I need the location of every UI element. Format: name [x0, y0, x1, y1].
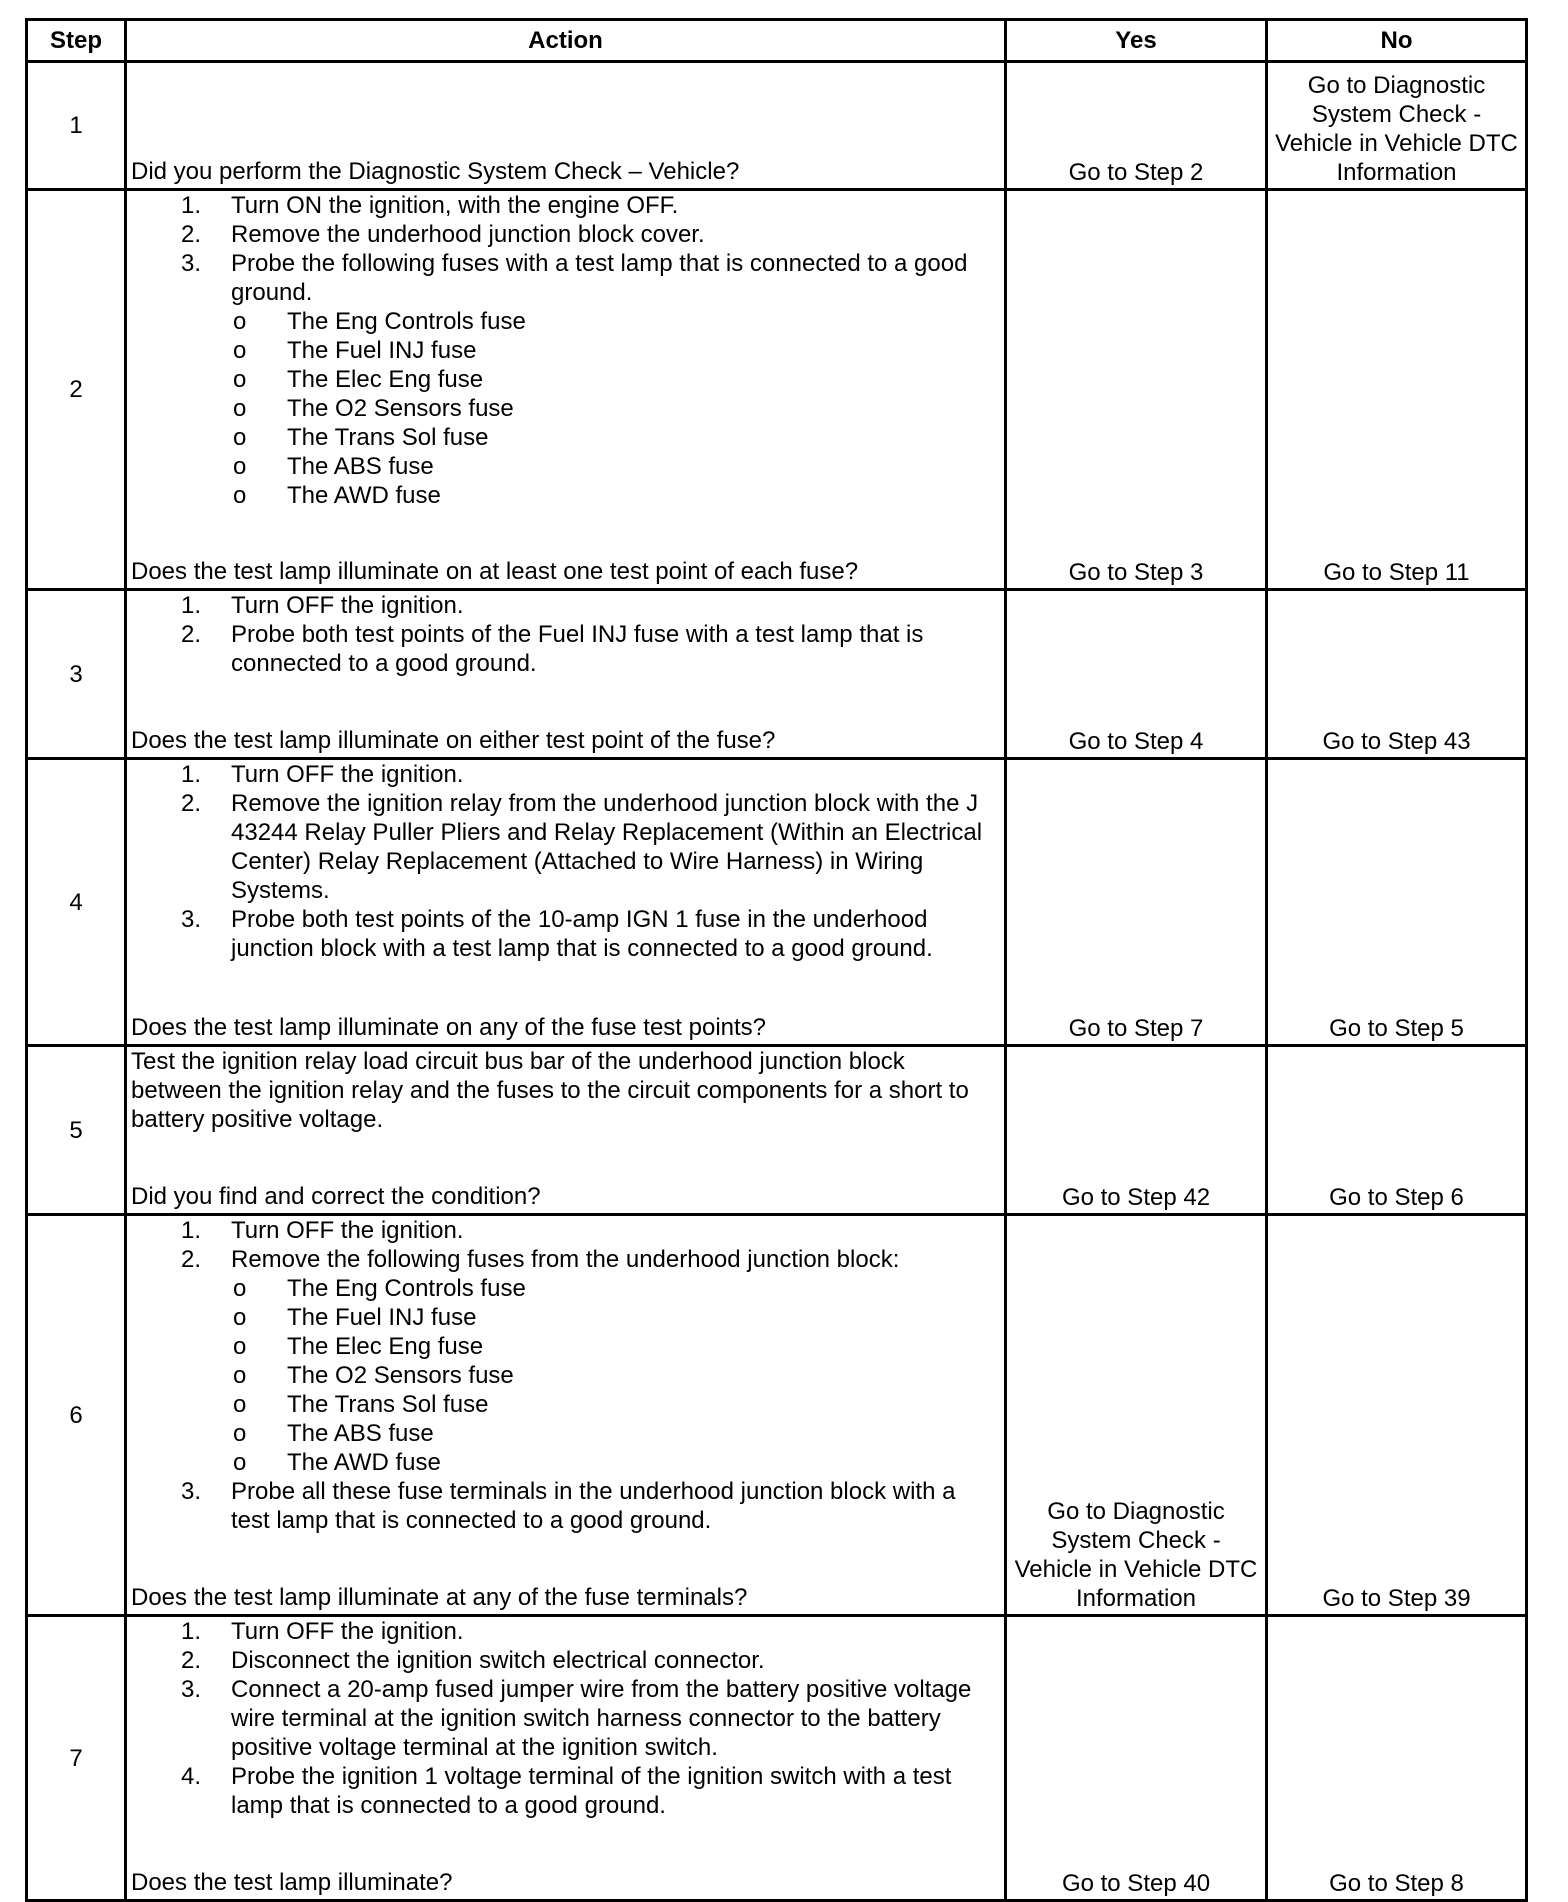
- fuse-list-item: [231, 1390, 1000, 1419]
- action-instructions: [131, 1617, 1000, 1820]
- bullet-icon: o: [233, 1275, 247, 1302]
- instruction-number: 2.: [180, 221, 201, 248]
- instruction-list: [131, 591, 1000, 678]
- yes-result: Go to Step 42: [1006, 1046, 1267, 1215]
- no-result: Go to Step 43: [1267, 590, 1527, 759]
- fuse-name: The Trans Sol fuse: [287, 424, 489, 451]
- instruction-item: [131, 249, 1000, 510]
- fuse-list: [231, 307, 1000, 510]
- step-number: 5: [27, 1046, 126, 1215]
- instruction-item: [131, 1245, 1000, 1477]
- instruction-text: Turn OFF the ignition.: [231, 761, 464, 788]
- header-row: [27, 20, 1527, 62]
- instruction-text: Turn OFF the ignition.: [231, 1618, 464, 1645]
- fuse-list-item: [231, 394, 1000, 423]
- table-row: [27, 590, 1527, 759]
- step-number: 6: [27, 1215, 126, 1616]
- action-instructions: [131, 591, 1000, 678]
- instruction-text: Remove the ignition relay from the underhood junction block with the J 43244 Relay Puller Pliers and Relay Replacement (Within an Electrical Center) Relay Replacement (Attached to Wire Harness) in Wiring Systems.: [231, 790, 983, 904]
- bullet-icon: o: [233, 424, 247, 451]
- header-yes: Yes: [1006, 20, 1267, 62]
- fuse-list-item: [231, 481, 1000, 510]
- instruction-item: [131, 789, 1000, 905]
- yes-result: Go to Step 2: [1006, 62, 1267, 190]
- bullet-icon: o: [233, 366, 247, 393]
- instruction-text: Turn OFF the ignition.: [231, 592, 464, 619]
- yes-result: Go to Diagnostic System Check - Vehicle in Vehicle DTC Information: [1006, 1215, 1267, 1616]
- instruction-list: [131, 1216, 1000, 1535]
- step-number: 1: [27, 62, 126, 190]
- instruction-text: Connect a 20-amp fused jumper wire from the battery positive voltage wire terminal at the ignition switch harness connector to the battery positive voltage terminal at the ignition switch.: [231, 1676, 972, 1761]
- fuse-list-item: [231, 1419, 1000, 1448]
- step-number: 3: [27, 590, 126, 759]
- instruction-number: 3.: [180, 906, 201, 933]
- instruction-text-block: [231, 1762, 1000, 1820]
- action-cell: [126, 1215, 1006, 1616]
- instruction-text-block: [231, 905, 1000, 963]
- instruction-item: [131, 220, 1000, 249]
- action-question: Did you perform the Diagnostic System Check – Vehicle?: [131, 158, 740, 185]
- instruction-text-block: [231, 760, 1000, 789]
- instruction-number: 2.: [180, 621, 201, 648]
- action-content: [131, 1617, 1000, 1897]
- fuse-list-item: [231, 365, 1000, 394]
- instruction-text: Probe the following fuses with a test lamp that is connected to a good ground.: [231, 250, 968, 306]
- fuse-list-item: [231, 336, 1000, 365]
- table-row: [27, 62, 1527, 190]
- fuse-name: The Fuel INJ fuse: [287, 337, 477, 364]
- diagnostic-table: [25, 18, 1528, 1902]
- instruction-text: Probe the ignition 1 voltage terminal of the ignition switch with a test lamp that is connected to a good ground.: [231, 1763, 952, 1819]
- action-cell: [126, 759, 1006, 1046]
- instruction-text-block: [231, 1216, 1000, 1245]
- action-instructions: [131, 760, 1000, 963]
- action-question: Does the test lamp illuminate on any of the fuse test points?: [131, 1014, 767, 1041]
- instruction-text: Probe both test points of the Fuel INJ fuse with a test lamp that is connected to a good ground.: [231, 621, 924, 677]
- fuse-name: The Trans Sol fuse: [287, 1391, 489, 1418]
- action-cell: [126, 1616, 1006, 1901]
- bullet-icon: o: [233, 482, 247, 509]
- fuse-list-item: [231, 1303, 1000, 1332]
- fuse-name: The AWD fuse: [287, 1449, 441, 1476]
- fuse-list-item: [231, 307, 1000, 336]
- action-cell: [126, 1046, 1006, 1215]
- fuse-list-item: [231, 1448, 1000, 1477]
- fuse-name: The ABS fuse: [287, 1420, 434, 1447]
- instruction-text: Disconnect the ignition switch electrical connector.: [231, 1647, 765, 1674]
- no-result: Go to Step 39: [1267, 1215, 1527, 1616]
- step-number: 2: [27, 190, 126, 590]
- instruction-text-block: [231, 220, 1000, 249]
- yes-result: Go to Step 40: [1006, 1616, 1267, 1901]
- fuse-name: The Eng Controls fuse: [287, 308, 526, 335]
- no-result: Go to Step 8: [1267, 1616, 1527, 1901]
- instruction-list: [131, 1617, 1000, 1820]
- instruction-number: 1.: [180, 192, 201, 219]
- no-result: Go to Step 5: [1267, 759, 1527, 1046]
- instruction-text: Turn OFF the ignition.: [231, 1217, 464, 1244]
- instruction-item: [131, 1646, 1000, 1675]
- table-row: [27, 190, 1527, 590]
- fuse-list-item: [231, 1274, 1000, 1303]
- header-action: Action: [126, 20, 1006, 62]
- fuse-list-item: [231, 1361, 1000, 1390]
- instruction-item: [131, 1617, 1000, 1646]
- header-no: No: [1267, 20, 1527, 62]
- action-question: Does the test lamp illuminate on either test point of the fuse?: [131, 727, 776, 754]
- action-content: [131, 1047, 1000, 1211]
- action-instructions: [131, 1216, 1000, 1535]
- fuse-name: The Elec Eng fuse: [287, 366, 484, 393]
- fuse-list-item: [231, 423, 1000, 452]
- instruction-text-block: [231, 1675, 1000, 1762]
- fuse-list-item: [231, 452, 1000, 481]
- table-body: [27, 62, 1527, 1901]
- instruction-text: Remove the underhood junction block cover.: [231, 221, 705, 248]
- instruction-text-block: [231, 1646, 1000, 1675]
- instruction-item: [131, 191, 1000, 220]
- fuse-name: The Eng Controls fuse: [287, 1275, 526, 1302]
- instruction-text-block: [231, 1477, 1000, 1535]
- action-cell: [126, 62, 1006, 190]
- action-content: [131, 1216, 1000, 1612]
- instruction-number: 4.: [180, 1763, 201, 1790]
- no-result: Go to Step 11: [1267, 190, 1527, 590]
- instruction-item: [131, 760, 1000, 789]
- instruction-item: [131, 1477, 1000, 1535]
- fuse-name: The ABS fuse: [287, 453, 434, 480]
- fuse-list: [231, 1274, 1000, 1477]
- fuse-name: The Fuel INJ fuse: [287, 1304, 477, 1331]
- header-step: Step: [27, 20, 126, 62]
- instruction-text-block: [231, 591, 1000, 620]
- bullet-icon: o: [233, 1420, 247, 1447]
- bullet-icon: o: [233, 337, 247, 364]
- instruction-number: 1.: [180, 1618, 201, 1645]
- action-instructions: [131, 191, 1000, 510]
- table-row: [27, 1215, 1527, 1616]
- instruction-number: 1.: [180, 1217, 201, 1244]
- step-number: 4: [27, 759, 126, 1046]
- instruction-item: [131, 905, 1000, 963]
- instruction-item: [131, 591, 1000, 620]
- instruction-number: 2.: [180, 790, 201, 817]
- instruction-text-block: [231, 1617, 1000, 1646]
- instruction-text-block: [231, 620, 1000, 678]
- instruction-list: [131, 760, 1000, 963]
- table-row: [27, 1046, 1527, 1215]
- bullet-icon: o: [233, 308, 247, 335]
- table-row: [27, 1616, 1527, 1901]
- instruction-text-block: [231, 1245, 1000, 1477]
- bullet-icon: o: [233, 1449, 247, 1476]
- bullet-icon: o: [233, 395, 247, 422]
- table-row: [27, 759, 1527, 1046]
- instruction-number: 2.: [180, 1246, 201, 1273]
- action-question: Did you find and correct the condition?: [131, 1183, 541, 1210]
- instruction-text-block: [231, 191, 1000, 220]
- instruction-number: 1.: [180, 761, 201, 788]
- fuse-name: The AWD fuse: [287, 482, 441, 509]
- instruction-number: 3.: [180, 250, 201, 277]
- instruction-text: Probe both test points of the 10-amp IGN 1 fuse in the underhood junction block with a test lamp that is connected to a good ground.: [231, 906, 933, 962]
- instruction-item: [131, 620, 1000, 678]
- action-question: Does the test lamp illuminate at any of the fuse terminals?: [131, 1584, 748, 1611]
- yes-result: Go to Step 7: [1006, 759, 1267, 1046]
- instruction-item: [131, 1216, 1000, 1245]
- instruction-text-block: [231, 249, 1000, 510]
- instruction-text: Remove the following fuses from the underhood junction block:: [231, 1246, 900, 1273]
- bullet-icon: o: [233, 1304, 247, 1331]
- no-result: Go to Step 6: [1267, 1046, 1527, 1215]
- action-instructions: [131, 1047, 1000, 1134]
- action-cell: [126, 190, 1006, 590]
- instruction-number: 1.: [180, 592, 201, 619]
- action-content: [131, 591, 1000, 755]
- instruction-text: Probe all these fuse terminals in the underhood junction block with a test lamp that is connected to a good ground.: [231, 1478, 956, 1534]
- action-question: Does the test lamp illuminate?: [131, 1869, 453, 1896]
- action-content: [131, 191, 1000, 586]
- instruction-item: [131, 1675, 1000, 1762]
- action-cell: [126, 590, 1006, 759]
- action-content: [131, 63, 1000, 186]
- instruction-list: [131, 191, 1000, 510]
- bullet-icon: o: [233, 1362, 247, 1389]
- yes-result: Go to Step 4: [1006, 590, 1267, 759]
- fuse-name: The O2 Sensors fuse: [287, 1362, 514, 1389]
- bullet-icon: o: [233, 1333, 247, 1360]
- step-number: 7: [27, 1616, 126, 1901]
- instruction-text-block: [231, 789, 1000, 905]
- instruction-number: 3.: [180, 1478, 201, 1505]
- instruction-number: 2.: [180, 1647, 201, 1674]
- action-paragraph: Test the ignition relay load circuit bus bar of the underhood junction block between the ignition relay and the fuses to the circuit components for a short to battery positive voltage.: [131, 1048, 969, 1133]
- fuse-list-item: [231, 1332, 1000, 1361]
- fuse-name: The O2 Sensors fuse: [287, 395, 514, 422]
- no-result: Go to Diagnostic System Check - Vehicle in Vehicle DTC Information: [1267, 62, 1527, 190]
- instruction-item: [131, 1762, 1000, 1820]
- fuse-name: The Elec Eng fuse: [287, 1333, 484, 1360]
- yes-result: Go to Step 3: [1006, 190, 1267, 590]
- action-content: [131, 760, 1000, 1042]
- instruction-number: 3.: [180, 1676, 201, 1703]
- action-question: Does the test lamp illuminate on at least one test point of each fuse?: [131, 558, 859, 585]
- bullet-icon: o: [233, 453, 247, 480]
- instruction-text: Turn ON the ignition, with the engine OFF.: [231, 192, 679, 219]
- bullet-icon: o: [233, 1391, 247, 1418]
